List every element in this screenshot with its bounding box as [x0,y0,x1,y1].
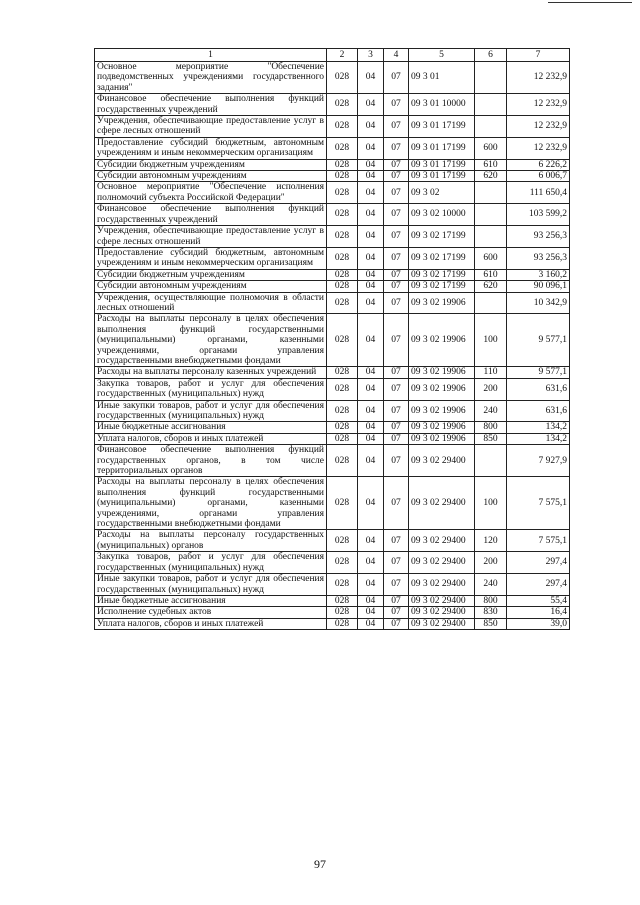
row-target-article: 09 3 02 19906 [409,292,475,314]
header-col-4: 4 [384,49,409,62]
row-description: Основное мероприятие "Обеспечение подведомственных учреждениями государственного задания" [95,62,327,94]
row-section-code: 04 [358,433,384,444]
row-description: Финансовое обеспечение выполнения функций государственных органов, в том числе территориальных органов [95,445,327,477]
row-ministry-code: 028 [327,422,358,433]
row-subsection-code: 07 [384,530,409,552]
row-section-code: 04 [358,314,384,367]
table-row [95,530,570,552]
row-ministry-code: 028 [327,314,358,367]
row-description: Учреждения, обеспечивающие предоставление услуг в сфере лесных отношений [95,116,327,138]
table-row [95,607,570,618]
row-ministry-code: 028 [327,94,358,116]
row-amount: 6 226,2 [507,159,570,170]
page-number: 97 [314,857,326,871]
row-subsection-code: 07 [384,94,409,116]
row-section-code: 04 [358,269,384,280]
budget-table [94,48,570,630]
table-row [95,116,570,138]
row-subsection-code: 07 [384,226,409,248]
row-subsection-code: 07 [384,378,409,400]
row-amount: 9 577,1 [507,314,570,367]
row-description: Иные закупки товаров, работ и услуг для обеспечения государственных (муниципальных) нужд [95,574,327,596]
row-section-code: 04 [358,477,384,530]
row-target-article: 09 3 02 19906 [409,433,475,444]
row-target-article: 09 3 01 17199 [409,159,475,170]
row-ministry-code: 028 [327,182,358,204]
row-target-article: 09 3 02 29400 [409,595,475,606]
row-subsection-code: 07 [384,445,409,477]
row-amount: 90 096,1 [507,281,570,292]
header-col-7: 7 [507,49,570,62]
row-description: Закупка товаров, работ и услуг для обеспечения государственных (муниципальных) нужд [95,552,327,574]
row-section-code: 04 [358,422,384,433]
row-target-article: 09 3 02 29400 [409,477,475,530]
row-subsection-code: 07 [384,433,409,444]
row-subsection-code: 07 [384,574,409,596]
row-description: Субсидии бюджетным учреждениям [95,269,327,280]
row-ministry-code: 028 [327,595,358,606]
row-subsection-code: 07 [384,400,409,422]
row-subsection-code: 07 [384,116,409,138]
row-amount: 93 256,3 [507,226,570,248]
row-description: Учреждения, осуществляющие полномочия в области лесных отношений [95,292,327,314]
row-ministry-code: 028 [327,269,358,280]
row-description: Иные бюджетные ассигнования [95,422,327,433]
row-amount: 7 575,1 [507,477,570,530]
table-row [95,171,570,182]
row-amount: 12 232,9 [507,116,570,138]
row-ministry-code: 028 [327,574,358,596]
row-ministry-code: 028 [327,171,358,182]
header-col-5: 5 [409,49,475,62]
row-section-code: 04 [358,378,384,400]
table-row [95,400,570,422]
row-section-code: 04 [358,530,384,552]
row-description: Субсидии автономным учреждениям [95,281,327,292]
row-amount: 16,4 [507,607,570,618]
table-row [95,94,570,116]
row-description: Финансовое обеспечение выполнения функций государственных учреждений [95,204,327,226]
row-expense-type [475,204,507,226]
row-expense-type [475,116,507,138]
row-amount: 6 006,7 [507,171,570,182]
row-amount: 7 575,1 [507,530,570,552]
table-row [95,226,570,248]
row-target-article: 09 3 01 17199 [409,116,475,138]
row-subsection-code: 07 [384,367,409,378]
row-target-article: 09 3 02 29400 [409,607,475,618]
row-ministry-code: 028 [327,445,358,477]
row-section-code: 04 [358,400,384,422]
table-row [95,292,570,314]
row-section-code: 04 [358,618,384,629]
row-ministry-code: 028 [327,62,358,94]
row-subsection-code: 07 [384,281,409,292]
row-expense-type: 610 [475,159,507,170]
table-row [95,595,570,606]
row-expense-type: 800 [475,422,507,433]
row-subsection-code: 07 [384,182,409,204]
table-row [95,269,570,280]
row-subsection-code: 07 [384,204,409,226]
row-description: Иные бюджетные ассигнования [95,595,327,606]
row-section-code: 04 [358,204,384,226]
row-expense-type: 800 [475,595,507,606]
row-ministry-code: 028 [327,433,358,444]
row-amount: 12 232,9 [507,137,570,159]
row-description: Уплата налогов, сборов и иных платежей [95,618,327,629]
row-description: Субсидии автономным учреждениям [95,171,327,182]
row-expense-type: 610 [475,269,507,280]
table-row [95,367,570,378]
row-description: Иные закупки товаров, работ и услуг для обеспечения государственных (муниципальных) нужд [95,400,327,422]
row-ministry-code: 028 [327,618,358,629]
table-body [95,62,570,630]
row-amount: 103 599,2 [507,204,570,226]
row-expense-type: 110 [475,367,507,378]
row-ministry-code: 028 [327,292,358,314]
row-section-code: 04 [358,367,384,378]
table-row [95,159,570,170]
header-col-3: 3 [358,49,384,62]
row-section-code: 04 [358,94,384,116]
row-expense-type: 200 [475,378,507,400]
row-expense-type [475,445,507,477]
row-target-article: 09 3 02 10000 [409,204,475,226]
row-description: Предоставление субсидий бюджетным, автономным учреждениям и иным некоммерческим организациям [95,247,327,269]
row-description: Уплата налогов, сборов и иных платежей [95,433,327,444]
table-row [95,422,570,433]
row-target-article: 09 3 02 17199 [409,226,475,248]
row-ministry-code: 028 [327,281,358,292]
row-description: Расходы на выплаты персоналу государственных (муниципальных) органов [95,530,327,552]
row-amount: 39,0 [507,618,570,629]
row-target-article: 09 3 02 29400 [409,574,475,596]
row-section-code: 04 [358,159,384,170]
row-ministry-code: 028 [327,400,358,422]
row-ministry-code: 028 [327,477,358,530]
row-target-article: 09 3 02 19906 [409,378,475,400]
row-target-article: 09 3 02 19906 [409,367,475,378]
row-section-code: 04 [358,62,384,94]
row-description: Расходы на выплаты персоналу в целях обеспечения выполнения функций государственными (муниципальными) органами, казенными учреждениями, органами управления государственными внебюджетными фондами [95,314,327,367]
row-target-article: 09 3 02 29400 [409,530,475,552]
row-expense-type [475,62,507,94]
row-amount: 3 160,2 [507,269,570,280]
row-section-code: 04 [358,247,384,269]
row-section-code: 04 [358,595,384,606]
row-expense-type: 620 [475,281,507,292]
row-amount: 134,2 [507,422,570,433]
row-expense-type: 240 [475,400,507,422]
row-description: Расходы на выплаты персоналу казенных учреждений [95,367,327,378]
row-subsection-code: 07 [384,477,409,530]
top-rule [548,2,632,3]
row-section-code: 04 [358,171,384,182]
header-col-2: 2 [327,49,358,62]
header-col-1: 1 [95,49,327,62]
row-amount: 12 232,9 [507,94,570,116]
row-amount: 7 927,9 [507,445,570,477]
row-expense-type: 100 [475,477,507,530]
row-subsection-code: 07 [384,422,409,433]
row-section-code: 04 [358,226,384,248]
row-description: Исполнение судебных актов [95,607,327,618]
table-row [95,281,570,292]
table-row [95,477,570,530]
table-row [95,552,570,574]
row-section-code: 04 [358,445,384,477]
row-amount: 55,4 [507,595,570,606]
table-row [95,247,570,269]
row-section-code: 04 [358,552,384,574]
budget-page [94,48,569,630]
row-amount: 631,6 [507,378,570,400]
header-row [95,49,570,62]
row-subsection-code: 07 [384,552,409,574]
row-subsection-code: 07 [384,137,409,159]
row-ministry-code: 028 [327,378,358,400]
row-section-code: 04 [358,182,384,204]
table-row [95,378,570,400]
table-row [95,445,570,477]
row-section-code: 04 [358,281,384,292]
row-ministry-code: 028 [327,367,358,378]
row-target-article: 09 3 01 17199 [409,137,475,159]
row-subsection-code: 07 [384,159,409,170]
row-amount: 12 232,9 [507,62,570,94]
row-target-article: 09 3 02 17199 [409,247,475,269]
row-section-code: 04 [358,607,384,618]
row-amount: 111 650,4 [507,182,570,204]
row-expense-type [475,292,507,314]
table-row [95,62,570,94]
row-ministry-code: 028 [327,247,358,269]
table-row [95,182,570,204]
row-subsection-code: 07 [384,62,409,94]
row-target-article: 09 3 02 17199 [409,269,475,280]
row-ministry-code: 028 [327,137,358,159]
table-row [95,574,570,596]
row-section-code: 04 [358,116,384,138]
row-expense-type: 240 [475,574,507,596]
row-subsection-code: 07 [384,595,409,606]
row-expense-type: 830 [475,607,507,618]
row-expense-type: 200 [475,552,507,574]
row-expense-type [475,182,507,204]
row-amount: 9 577,1 [507,367,570,378]
row-subsection-code: 07 [384,247,409,269]
row-section-code: 04 [358,137,384,159]
row-subsection-code: 07 [384,607,409,618]
row-ministry-code: 028 [327,607,358,618]
row-expense-type: 850 [475,433,507,444]
row-subsection-code: 07 [384,618,409,629]
row-amount: 297,4 [507,552,570,574]
row-ministry-code: 028 [327,116,358,138]
row-target-article: 09 3 02 19906 [409,314,475,367]
row-target-article: 09 3 02 17199 [409,281,475,292]
row-target-article: 09 3 01 [409,62,475,94]
row-amount: 631,6 [507,400,570,422]
row-ministry-code: 028 [327,530,358,552]
row-ministry-code: 028 [327,159,358,170]
row-subsection-code: 07 [384,171,409,182]
row-expense-type: 600 [475,137,507,159]
row-description: Закупка товаров, работ и услуг для обеспечения государственных (муниципальных) нужд [95,378,327,400]
row-target-article: 09 3 02 19906 [409,400,475,422]
row-description: Расходы на выплаты персоналу в целях обеспечения выполнения функций государственными (муниципальными) органами, казенными учреждениями, органами управления государственными внебюджетными фондами [95,477,327,530]
row-amount: 93 256,3 [507,247,570,269]
row-description: Основное мероприятие "Обеспечение исполнения полномочий субъекта Российской Федерации" [95,182,327,204]
table-row [95,314,570,367]
row-expense-type: 850 [475,618,507,629]
row-expense-type [475,226,507,248]
row-expense-type: 600 [475,247,507,269]
row-target-article: 09 3 02 [409,182,475,204]
row-subsection-code: 07 [384,292,409,314]
row-target-article: 09 3 01 17199 [409,171,475,182]
row-expense-type: 120 [475,530,507,552]
row-expense-type: 100 [475,314,507,367]
row-subsection-code: 07 [384,269,409,280]
table-row [95,433,570,444]
row-section-code: 04 [358,292,384,314]
row-amount: 297,4 [507,574,570,596]
row-ministry-code: 028 [327,226,358,248]
row-target-article: 09 3 02 29400 [409,618,475,629]
table-row [95,137,570,159]
header-col-6: 6 [475,49,507,62]
row-amount: 134,2 [507,433,570,444]
row-section-code: 04 [358,574,384,596]
row-target-article: 09 3 01 10000 [409,94,475,116]
row-ministry-code: 028 [327,204,358,226]
row-description: Субсидии бюджетным учреждениям [95,159,327,170]
table-row [95,204,570,226]
row-description: Учреждения, обеспечивающие предоставление услуг в сфере лесных отношений [95,226,327,248]
row-description: Предоставление субсидий бюджетным, автономным учреждениям и иным некоммерческим организациям [95,137,327,159]
row-target-article: 09 3 02 29400 [409,552,475,574]
row-target-article: 09 3 02 29400 [409,445,475,477]
row-amount: 10 342,9 [507,292,570,314]
row-target-article: 09 3 02 19906 [409,422,475,433]
row-ministry-code: 028 [327,552,358,574]
row-description: Финансовое обеспечение выполнения функций государственных учреждений [95,94,327,116]
row-expense-type [475,94,507,116]
row-subsection-code: 07 [384,314,409,367]
row-expense-type: 620 [475,171,507,182]
table-row [95,618,570,629]
